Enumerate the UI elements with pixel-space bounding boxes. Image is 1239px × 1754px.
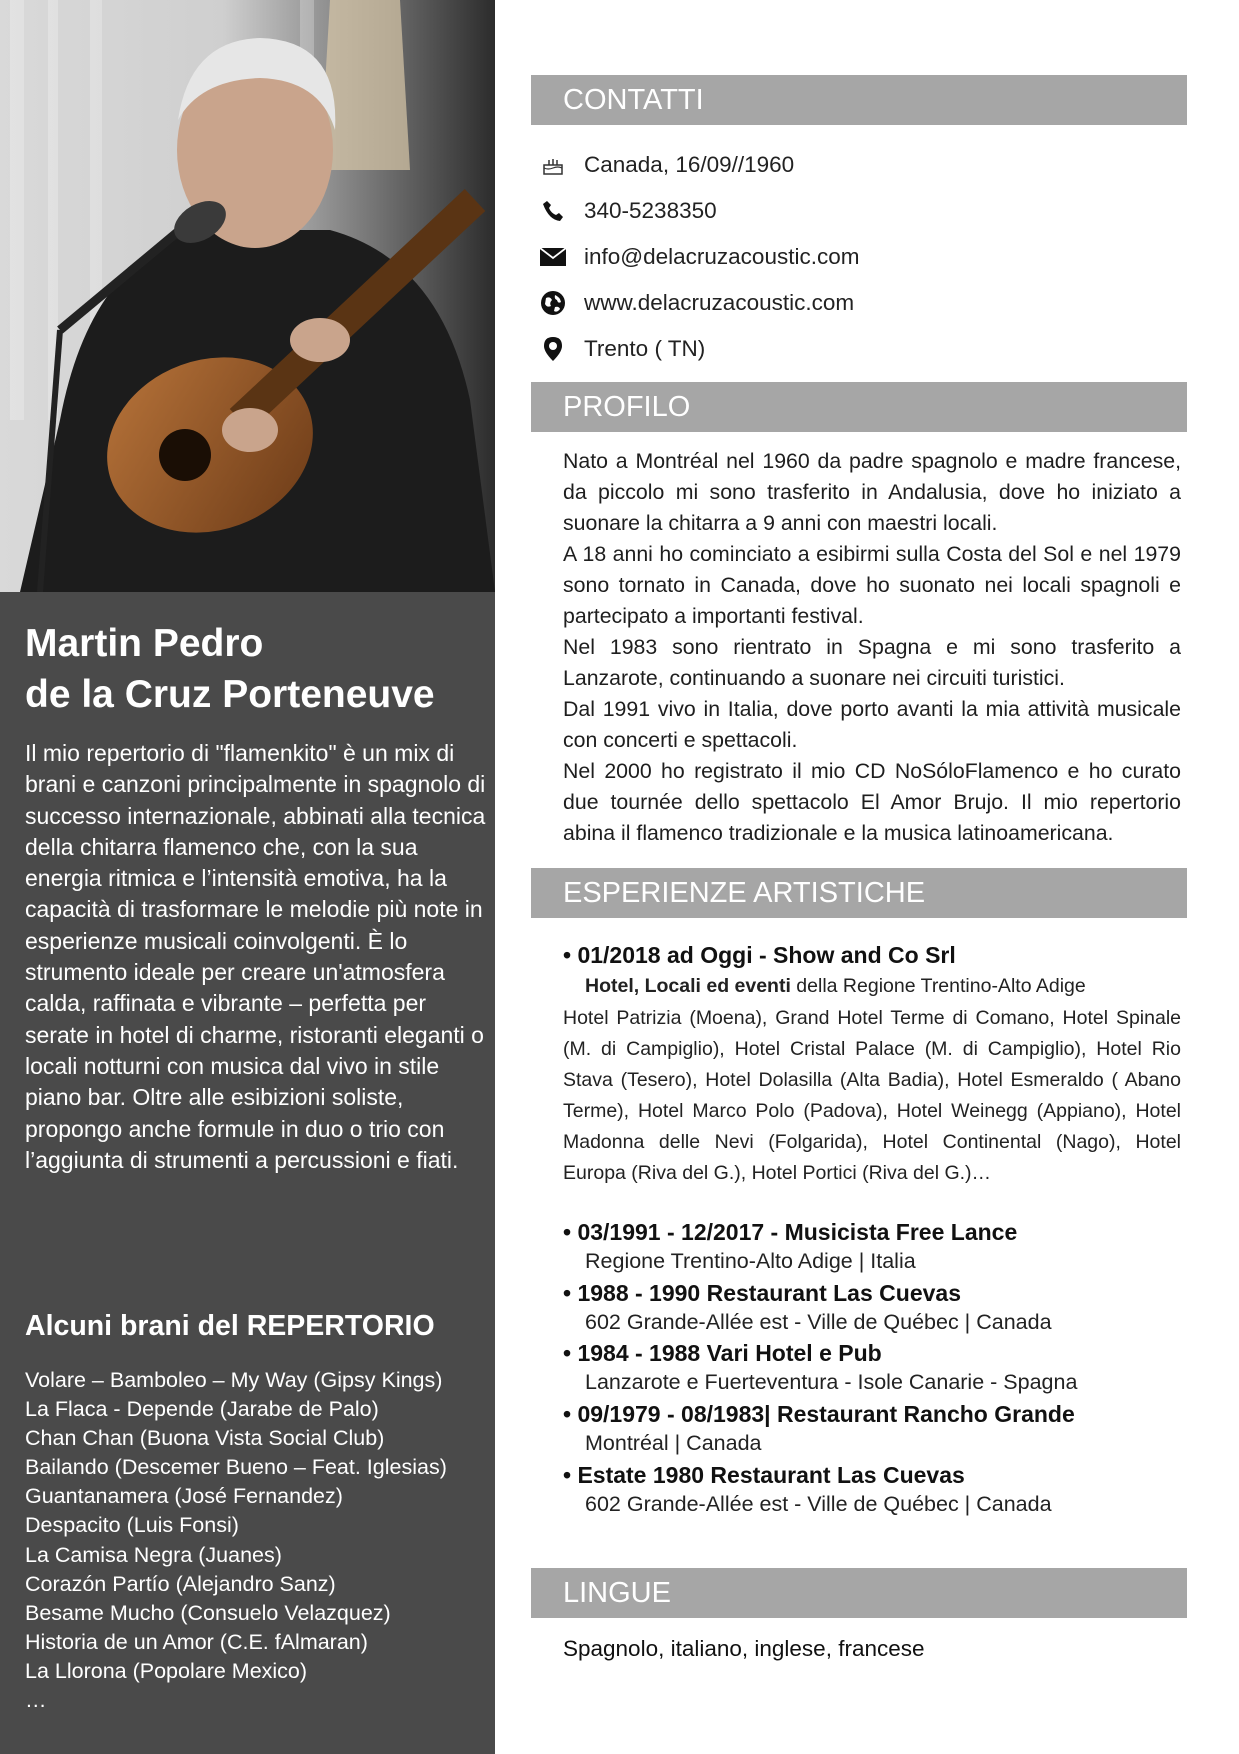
profile-photo — [0, 0, 495, 592]
birthday-cake-icon — [538, 150, 568, 180]
artist-name — [25, 618, 485, 720]
contact-website — [538, 285, 854, 321]
profile-text — [563, 446, 1181, 849]
repertoire-item: Corazón Partío (Alejandro Sanz) — [25, 1571, 336, 1596]
repertoire-item: Guantanamera (José Fernandez) — [25, 1484, 343, 1509]
repertoire-item: Historia de un Amor (C.E. fAlmaran) — [25, 1629, 368, 1654]
experience-subtitle — [585, 975, 1086, 998]
repertoire-item: … — [25, 1688, 47, 1713]
section-header-experience: ESPERIENZE ARTISTICHE — [531, 868, 1187, 918]
contact-phone-text[interactable]: 340-5238350 — [584, 198, 717, 223]
section-header-profile: PROFILO — [531, 382, 1187, 432]
contact-website-text[interactable]: www.delacruzacoustic.com — [584, 290, 855, 315]
repertoire-title: Alcuni brani del REPERTORIO — [25, 1310, 435, 1342]
experience-title: • 03/1991 - 12/2017 - Musicista Free Lance — [563, 1219, 1018, 1245]
experience-title: • 09/1979 - 08/1983| Restaurant Rancho Grande — [563, 1401, 1075, 1427]
sidebar — [0, 0, 495, 1754]
contact-birth-text: Canada, 16/09//1960 — [584, 152, 795, 177]
languages-text: Spagnolo, italiano, inglese, francese — [563, 1636, 925, 1661]
experience-subtitle: Montréal | Canada — [585, 1431, 762, 1455]
repertoire-item: Bailando (Descemer Bueno – Feat. Iglesias) — [25, 1455, 447, 1480]
experience-subtitle: Lanzarote e Fuerteventura - Isole Canarie - Spagna — [585, 1370, 1078, 1394]
contact-location-text: Trento ( TN) — [584, 336, 706, 361]
contact-phone — [538, 193, 717, 229]
profile-paragraph: Nato a Montréal nel 1960 da padre spagnolo e madre francese, da piccolo mi sono trasferito in Andalusia, dove ho iniziato a suonare la chitarra a 9 anni con maestri locali. — [563, 449, 1181, 535]
profile-paragraph: Dal 1991 vivo in Italia, dove porto avanti la mia attività musicale con concerti e spettacoli. — [563, 697, 1181, 752]
repertoire-list — [25, 1366, 447, 1715]
contact-birth — [538, 147, 794, 183]
repertoire-item: La Camisa Negra (Juanes) — [25, 1542, 282, 1567]
experience-subtitle: 602 Grande-Allée est - Ville de Québec | Canada — [585, 1310, 1052, 1334]
envelope-icon — [538, 242, 568, 272]
experience-subtitle-rest: della Regione Trentino-Alto Adige — [790, 975, 1086, 997]
experience-title: • Estate 1980 Restaurant Las Cuevas — [563, 1462, 965, 1488]
globe-icon — [538, 288, 568, 318]
section-header-languages: LINGUE — [531, 1568, 1187, 1618]
repertoire-item: La Llorona (Popolare Mexico) — [25, 1658, 308, 1683]
phone-icon — [538, 196, 568, 226]
experience-title: • 1988 - 1990 Restaurant Las Cuevas — [563, 1280, 961, 1306]
artist-name-line1: Martin Pedro — [25, 622, 264, 665]
artist-bio: Il mio repertorio di "flamenkito" è un mix di brani e canzoni principalmente in spagnolo di successo internazionale, abbinati alla tecnica della chitarra flamenco che, con la sua energia ritmica e l’intensità emotiva, ha la capacità di trasformare le melodie più note in esperienze musicali coinvolgenti. È lo strumento ideale per creare un'atmosfera calda, raffinata e vibrante – perfetta per serate in hotel di charme, ristoranti eleganti o locali notturni con musica dal vivo in stile piano bar. Oltre alle esibizioni soliste, propongo anche formule in duo o trio con l’aggiunta di strumenti a percussioni e fiati. — [25, 740, 486, 1173]
repertoire-item: La Flaca - Depende (Jarabe de Palo) — [25, 1397, 379, 1422]
experience-title: • 01/2018 ad Oggi - Show and Co Srl — [563, 942, 956, 968]
repertoire-item: Volare – Bamboleo – My Way (Gipsy Kings) — [25, 1368, 443, 1392]
contact-location — [538, 331, 705, 367]
location-pin-icon — [538, 334, 568, 364]
experience-subtitle: 602 Grande-Allée est - Ville de Québec | Canada — [585, 1492, 1052, 1516]
repertoire-item: Despacito (Luis Fonsi) — [25, 1513, 239, 1538]
profile-paragraph: Nel 2000 ho registrato il mio CD NoSóloFlamenco e ho curato due tournée dello spettacolo El Amor Brujo. Il mio repertorio abina il flamenco tradizionale e la musica latinoamericana. — [563, 759, 1181, 845]
contact-email-text[interactable]: info@delacruzacoustic.com — [584, 244, 860, 269]
experience-title: • 1984 - 1988 Vari Hotel e Pub — [563, 1340, 882, 1366]
contact-email — [538, 239, 859, 275]
profile-paragraph: Nel 1983 sono rientrato in Spagna e mi sono trasferito a Lanzarote, continuando a suonare nei circuiti turistici. — [563, 635, 1181, 690]
experience-description: Hotel Patrizia (Moena), Grand Hotel Terme di Comano, Hotel Spinale (M. di Campiglio), Hotel Cristal Palace (M. di Campiglio), Hotel Rio Stava (Tesero), Hotel Dolasilla (Alta Badia), Hotel Esmeraldo ( Abano Terme), Hotel Marco Polo (Padova), Hotel Weinegg (Appiano), Hotel Madonna delle Nevi (Folgarida), Hotel Continental (Nago), Hotel Europa (Riva del G.), Hotel Portici (Riva del G.)… — [563, 1007, 1181, 1184]
profile-paragraph: A 18 anni ho cominciato a esibirmi sulla Costa del Sol e nel 1979 sono tornato in Canada, dove ho suonato nei locali spagnoli e partecipato a importanti festival. — [563, 542, 1181, 628]
experience-subtitle-bold: Hotel, Locali ed eventi — [585, 975, 791, 997]
section-header-contacts: CONTATTI — [531, 75, 1187, 125]
repertoire-item: Besame Mucho (Consuelo Velazquez) — [25, 1600, 391, 1625]
artist-name-line2: de la Cruz Porteneuve — [25, 673, 435, 716]
experience-subtitle: Regione Trentino-Alto Adige | Italia — [585, 1249, 916, 1273]
repertoire-item: Chan Chan (Buona Vista Social Club) — [25, 1426, 385, 1451]
